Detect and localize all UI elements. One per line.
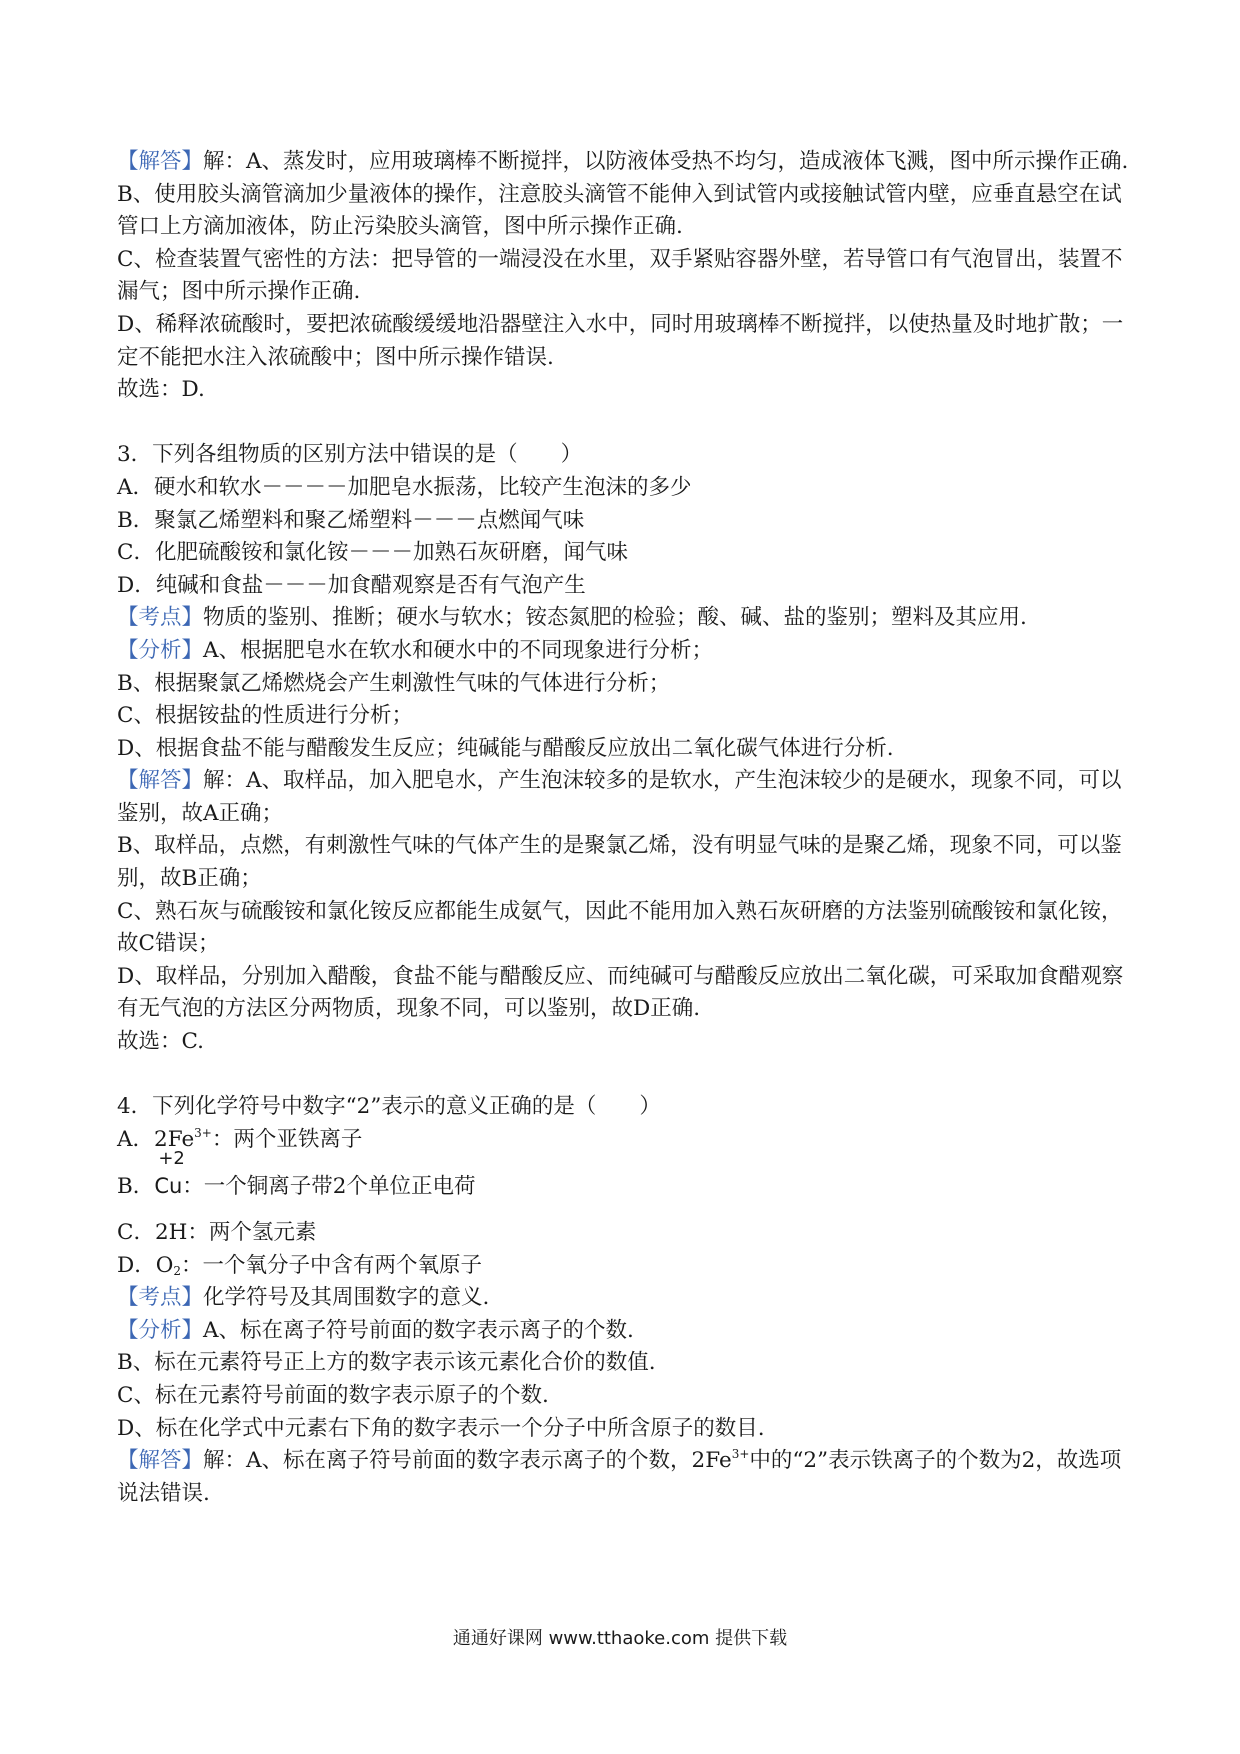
q4-point: 【考点】化学符号及其周围数字的意义. (117, 1285, 490, 1311)
analysis-tag: 【分析】 (117, 637, 204, 663)
q3-analysis-1: 【分析】A、根据肥皂水在软水和硬水中的不同现象进行分析； (117, 637, 714, 663)
q4-analysis-4: D、标在化学式中元素右下角的数字表示一个分子中所含原子的数目. (117, 1415, 765, 1441)
q4-analysis-3: C、标在元素符号前面的数字表示原子的个数. (117, 1382, 549, 1408)
q4-option-c: C．2H：两个氢元素 (117, 1220, 317, 1245)
q3-option-b: B．聚氯乙烯塑料和聚乙烯塑料－－－点燃闻气味 (117, 507, 585, 533)
page-footer: 通通好课网 www.tthaoke.com 提供下载 (452, 1628, 788, 1649)
q2-answer-line-5: 漏气；图中所示操作正确. (117, 279, 361, 305)
q3-analysis-2: B、根据聚氯乙烯燃烧会产生刺激性气味的气体进行分析； (117, 670, 671, 696)
q4-stem: 4．下列化学符号中数字“2”表示的意义正确的是（ ） (117, 1094, 661, 1120)
q4-analysis-2: B、标在元素符号正上方的数字表示该元素化合价的数值. (117, 1350, 656, 1376)
spacer (117, 1059, 1137, 1092)
q3-answer-1: 【解答】解：A、取样品，加入肥皂水，产生泡沫较多的是软水，产生泡沫较少的是硬水，现象不同，可以 (117, 768, 1122, 794)
point-tag: 【考点】 (117, 1285, 204, 1311)
q4-option-d: D．$O_2$：一个氧分子中含有两个氧原子 (117, 1252, 483, 1278)
point-tag: 【考点】 (117, 605, 204, 631)
analysis-tag: 【分析】 (117, 1317, 204, 1343)
q3-answer-4: 别，故B正确； (117, 866, 262, 892)
q2-answer-line-1: 【解答】解：A、蒸发时，应用玻璃棒不断搅拌，以防液体受热不均匀，造成液体飞溅，图中所示操作正确. (117, 149, 1129, 174)
q4-option-b: B． +2 Cu：一个铜离子带2个单位正电荷 (117, 1170, 1137, 1203)
q3-analysis-4: D、根据食盐不能与醋酸发生反应；纯碱能与醋酸反应放出二氧化碳气体进行分析. (117, 735, 894, 761)
q3-answer-8: 有无气泡的方法区分两物质，现象不同，可以鉴别，故D正确. (117, 996, 701, 1022)
q3-answer-5: C、熟石灰与硫酸铵和氯化铵反应都能生成氨气，因此不能用加入熟石灰研磨的方法鉴别硫酸铵和氯化铵， (117, 898, 1123, 924)
valence-mark: +2 (158, 1148, 185, 1170)
q3-option-a: A．硬水和软水－－－－加肥皂水振荡，比较产生泡沫的多少 (117, 474, 692, 500)
answer-tag: 【解答】 (117, 149, 204, 174)
q2-answer-line-6: D、稀释浓硫酸时，要把浓硫酸缓缓地沿器壁注入水中，同时用玻璃棒不断搅拌，以使热量及时地扩散；一 (117, 311, 1124, 337)
valence-symbol: +2 Cu (154, 1148, 185, 1199)
q4-option-a: A．$2Fe^{3+}$：两个亚铁离子 (117, 1125, 363, 1152)
q3-answer-2: 鉴别，故A正确； (117, 800, 284, 826)
q3-answer-3: B、取样品，点燃，有刺激性气味的气体产生的是聚氯乙烯，没有明显气味的是聚乙烯，现象不同，可以鉴 (117, 833, 1122, 859)
answer-tag: 【解答】 (117, 1448, 204, 1474)
q3-option-c: C．化肥硫酸铵和氯化铵－－－加熟石灰研磨，闻气味 (117, 540, 628, 566)
q3-answer-6: 故C错误； (117, 931, 220, 957)
q2-answer-choice: 故选：D. (117, 377, 205, 403)
q3-stem: 3．下列各组物质的区别方法中错误的是（ ） (117, 442, 583, 468)
q3-answer-7: D、取样品，分别加入醋酸，食盐不能与醋酸反应、而纯碱可与醋酸反应放出二氧化碳，可采取加食醋观察 (117, 963, 1124, 989)
spacer (117, 1203, 1137, 1217)
q4-analysis-1: 【分析】A、标在离子符号前面的数字表示离子的个数. (117, 1317, 634, 1343)
q2-answer-line-2: B、使用胶头滴管滴加少量液体的操作，注意胶头滴管不能伸入到试管内或接触试管内壁，应垂直悬空在试 (117, 181, 1122, 207)
q2-answer-line-3: 管口上方滴加液体，防止污染胶头滴管，图中所示操作正确. (117, 214, 683, 240)
q3-option-d: D．纯碱和食盐－－－加食醋观察是否有气泡产生 (117, 572, 586, 598)
q3-answer-choice: 故选：C. (117, 1029, 205, 1055)
q2-answer-line-7: 定不能把水注入浓硫酸中；图中所示操作错误. (117, 344, 554, 370)
q4-answer-2: 说法错误. (117, 1480, 210, 1506)
q3-point: 【考点】物质的鉴别、推断；硬水与软水；铵态氮肥的检验；酸、碱、盐的鉴别；塑料及其应用. (117, 605, 1027, 631)
q3-analysis-3: C、根据铵盐的性质进行分析； (117, 703, 413, 729)
q2-answer-line-4: C、检查装置气密性的方法：把导管的一端浸没在水里，双手紧贴容器外壁，若导管口有气泡冒出，装置不 (117, 246, 1123, 272)
page-content (117, 146, 1137, 1510)
q4-answer-1: 【解答】解：A、标在离子符号前面的数字表示离子的个数，$2Fe^{3+}$中的“2”表示铁离子的个数为2，故选项 (117, 1447, 1122, 1474)
spacer (117, 407, 1137, 440)
spacer (117, 1156, 1137, 1170)
answer-tag: 【解答】 (117, 768, 204, 794)
